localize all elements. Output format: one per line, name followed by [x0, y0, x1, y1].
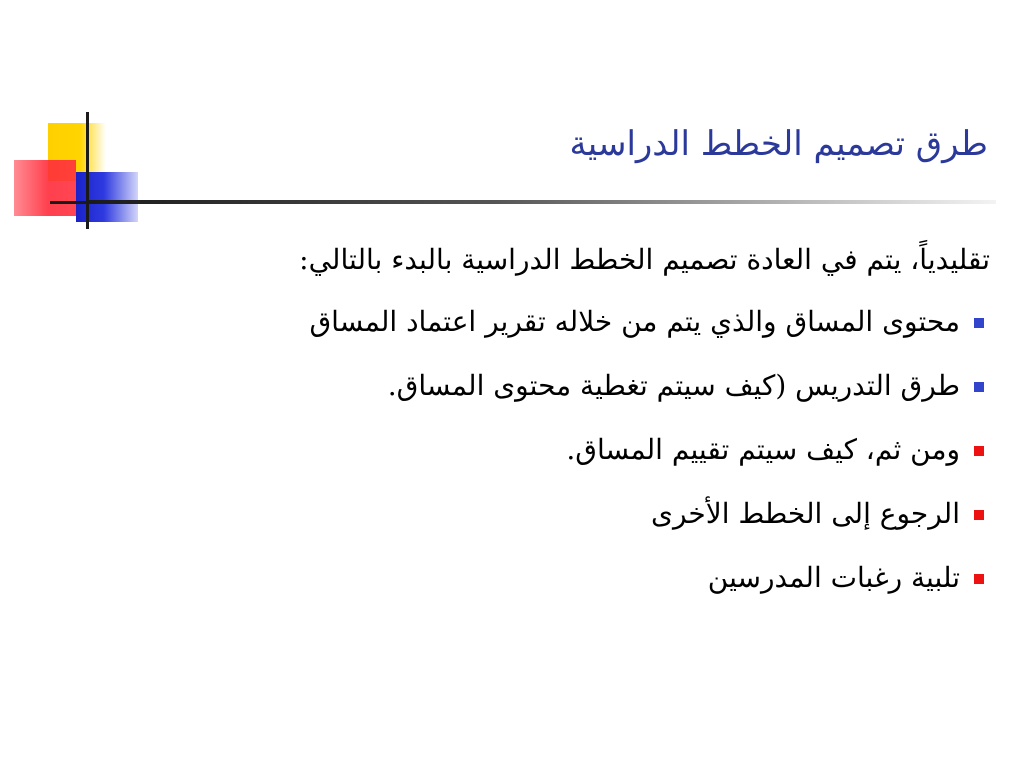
- square-bullet-icon: [974, 510, 984, 520]
- square-bullet-icon: [974, 446, 984, 456]
- list-item-text: طرق التدريس (كيف سيتم تغطية محتوى المساق.: [387, 369, 960, 402]
- slide-body: [110, 236, 990, 618]
- list-item: [110, 490, 990, 554]
- square-bullet-icon: [974, 382, 984, 392]
- decorative-logo-graphic: [0, 0, 1024, 240]
- list-item-text: ومن ثم، كيف سيتم تقييم المساق.: [566, 433, 960, 466]
- list-item: [110, 426, 990, 490]
- list-item: [110, 362, 990, 426]
- vertical-divider-line: [86, 112, 89, 229]
- list-item: [110, 554, 990, 618]
- square-bullet-icon: [974, 574, 984, 584]
- slide-title: طرق تصميم الخطط الدراسية: [569, 124, 988, 164]
- list-item-text: الرجوع إلى الخطط الأخرى: [651, 497, 960, 530]
- intro-text: تقليدياً، يتم في العادة تصميم الخطط الدراسية بالبدء بالتالي:: [299, 243, 990, 276]
- list-item-text: تلبية رغبات المدرسين: [707, 561, 960, 594]
- list-item: [110, 298, 990, 362]
- square-bullet-icon: [974, 318, 984, 328]
- red-square-decoration: [14, 160, 76, 216]
- list-item-text: محتوى المساق والذي يتم من خلاله تقرير اعتماد المساق: [309, 305, 960, 338]
- title-underline: [86, 200, 996, 204]
- bullet-list: [110, 298, 990, 618]
